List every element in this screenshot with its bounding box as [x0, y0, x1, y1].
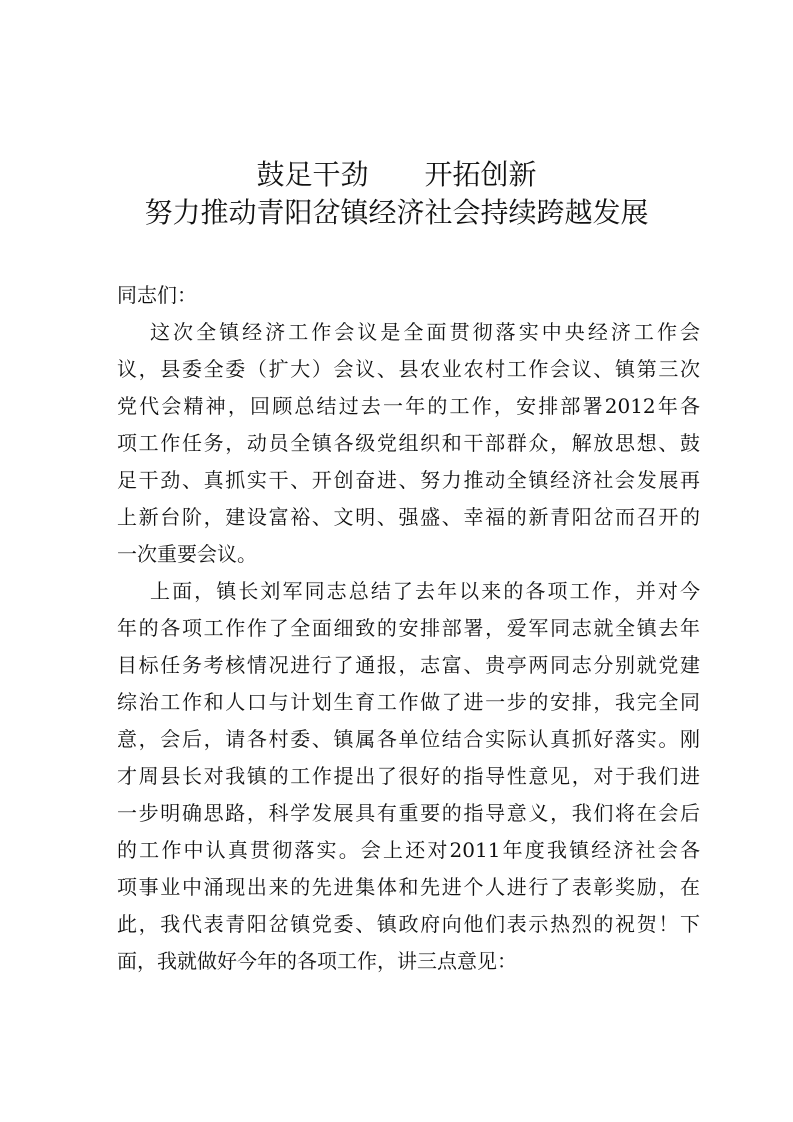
paragraph-line: 上新台阶，建设富裕、文明、强盛、幸福的新青阳岔而召开的: [117, 505, 700, 529]
paragraph-line: 项工作任务，动员全镇各级党组织和干部群众，解放思想、鼓: [117, 431, 700, 455]
document-title-line-1: 鼓足干劲 开拓创新: [256, 158, 537, 191]
paragraph-line: 党代会精神，回顾总结过去一年的工作，安排部署2012年各: [117, 394, 700, 418]
paragraph-line: 这次全镇经济工作会议是全面贯彻落实中央经济工作会: [150, 320, 700, 344]
paragraph-line: 一次重要会议。: [117, 542, 257, 566]
paragraph-line: 意，会后，请各村委、镇属各单位结合实际认真抓好落实。刚: [117, 727, 700, 751]
paragraph-line: 面，我就做好今年的各项工作，讲三点意见：: [117, 949, 517, 973]
paragraph-line: 目标任务考核情况进行了通报，志富、贵亭两同志分别就党建: [117, 653, 700, 677]
paragraph-line: 年的各项工作作了全面细致的安排部署，爱军同志就全镇去年: [117, 616, 700, 640]
document-title-line-2: 努力推动青阳岔镇经济社会持续跨越发展: [144, 196, 649, 229]
paragraph-line: 上面，镇长刘军同志总结了去年以来的各项工作，并对今: [150, 579, 700, 603]
paragraph-line: 才周县长对我镇的工作提出了很好的指导性意见，对于我们进: [117, 764, 700, 788]
salutation: 同志们：: [117, 283, 197, 307]
paragraph-line: 议，县委全委（扩大）会议、县农业农村工作会议、镇第三次: [117, 357, 700, 381]
paragraph-line: 此，我代表青阳岔镇党委、镇政府向他们表示热烈的祝贺！下: [117, 912, 700, 936]
paragraph-line: 足干劲、真抓实干、开创奋进、努力推动全镇经济社会发展再: [117, 468, 700, 492]
paragraph-line: 的工作中认真贯彻落实。会上还对2011年度我镇经济社会各: [117, 838, 700, 862]
paragraph-line: 项事业中涌现出来的先进集体和先进个人进行了表彰奖励，在: [117, 875, 700, 899]
paragraph-line: 综治工作和人口与计划生育工作做了进一步的安排，我完全同: [117, 690, 700, 714]
paragraph-line: 一步明确思路，科学发展具有重要的指导意义，我们将在会后: [117, 801, 700, 825]
